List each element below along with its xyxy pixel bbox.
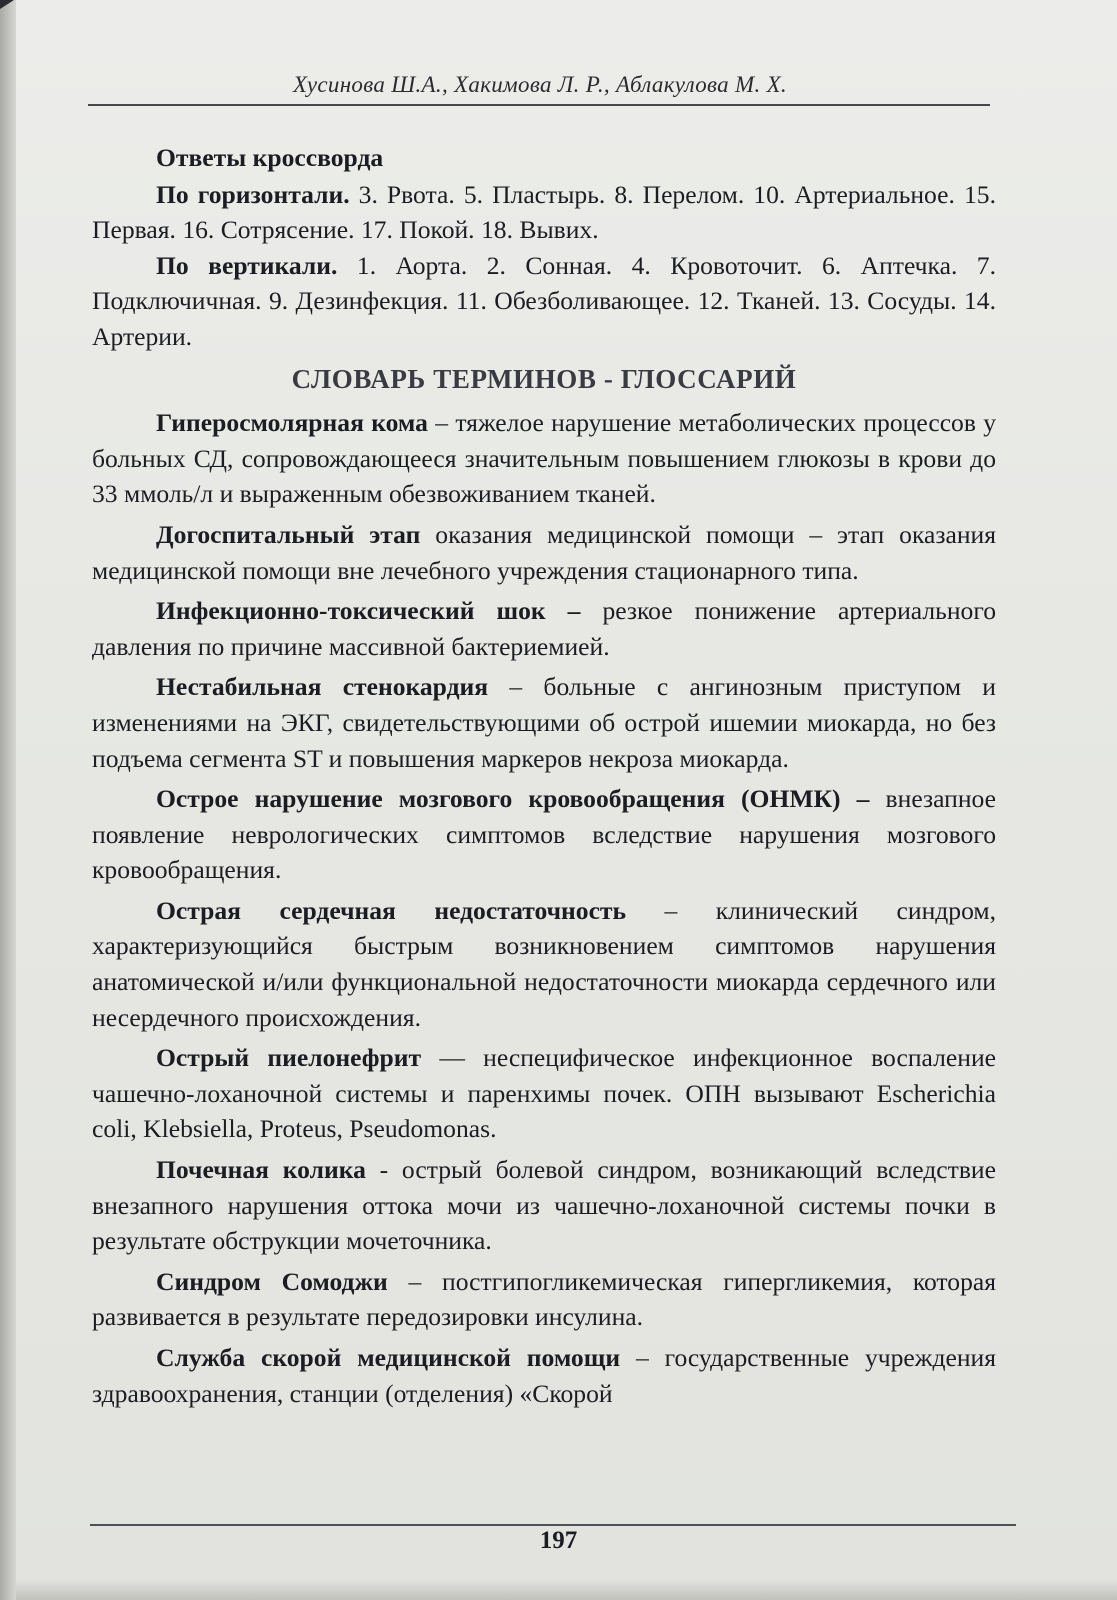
glossary-term: Нестабильная стенокардия [156,672,489,702]
glossary-definition: — неспецифическое инфекционное воспаление чашечно-лоханочной системы и паренхимы почек. ОПН вызывают Escherichia coli, Klebsiella, Proteus, Pseudomonas. [92,1043,996,1144]
glossary-definition: – государственные учреждения здравоохранения, станции (отделения) «Скорой [92,1343,997,1408]
page-shadow [16,1580,1117,1600]
glossary-term: Инфекционно-токсический шок – [156,596,581,626]
glossary-title: СЛОВАРЬ ТЕРМИНОВ - ГЛОССАРИЙ [291,363,797,394]
glossary-definition: - острый болевой синдром, возникающий вследствие внезапного нарушения оттока мочи из чашечно-лоханочной системы почки в результате обструкции мочеточника. [92,1155,996,1256]
running-head: Хусинова Ш.А., Хакимова Л. Р., Аблакулова М. Х. [293,72,787,97]
glossary-entry [92,1040,996,1147]
horizontal-label: По горизонтали. [156,179,350,209]
glossary-definition: резкое понижение артериального давления по причине массивной бактериемией. [92,596,996,661]
glossary-entry [92,781,996,888]
answers-vertical [92,248,996,355]
answers-title: Ответы кроссворда [156,143,384,172]
glossary-entry [92,669,996,776]
header-rule [88,104,990,106]
glossary-term: Гиперосмолярная кома [156,408,428,438]
glossary-entry [92,893,996,1035]
footer-rule [90,1524,1016,1526]
page-content [92,140,996,1411]
glossary-term: Острое нарушение мозгового кровообращения (ОНМК) – [156,784,870,814]
glossary-term: Острый пиелонефрит [156,1043,422,1073]
glossary-definition: оказания медицинской помощи – этап оказания медицинской помощи вне лечебного учреждения стационарного типа. [92,519,996,585]
glossary-term: Почечная колика [156,1155,366,1185]
glossary-entry [92,1264,996,1335]
horizontal-text: 3. Рвота. 5. Пластырь. 8. Перелом. 10. Артериальное. 15. Первая. 16. Сотрясение. 17. Покой. 18. Вывих. [92,179,996,245]
page-binding-edge [0,0,16,1600]
glossary-definition: внезапное появление неврологических симптомов вследствие нарушения мозгового кровообращения. [92,784,996,885]
glossary-term: Догоспитальный этап [156,519,421,549]
glossary-definition: – клинический синдром, характеризующийся быстрым возникновением симптомов нарушения анатомической и/или функциональной недостаточности миокарда сердечного или несердечного происхождения. [92,895,996,1032]
glossary-entry [92,1340,996,1411]
glossary-definition: – больные с ангинозным приступом и изменениями на ЭКГ, свидетельствующими об острой ишемии миокарда, но без подъема сегмента ST и повышения маркеров некроза миокарда. [92,672,996,773]
glossary-definition: – тяжелое нарушение метаболических процессов у больных СД, сопровождающееся значительным повышением глюкозы в крови до 33 ммоль/л и выраженным обезвоживанием тканей. [92,408,996,509]
glossary-term: Острая сердечная недостаточность [156,895,627,925]
glossary-term: Служба скорой медицинской помощи [156,1343,621,1372]
glossary-entry [92,517,996,588]
glossary-entry [92,405,996,512]
glossary-entry [92,593,996,664]
vertical-text: 1. Аорта. 2. Сонная. 4. Кровоточит. 6. Аптечка. 7. Подключичная. 9. Дезинфекция. 11. Обезболивающее. 12. Тканей. 13. Сосуды. 14. Артерии. [92,250,996,351]
page-number: 197 [539,1527,578,1554]
glossary-entry [92,1152,996,1259]
vertical-label: По вертикали. [156,250,338,280]
answers-horizontal [92,177,996,248]
glossary-definition: – постгипогликемическая гипергликемия, которая развивается в результате передозировки инсулина. [92,1266,997,1332]
glossary-term: Синдром Сомоджи [156,1266,388,1296]
